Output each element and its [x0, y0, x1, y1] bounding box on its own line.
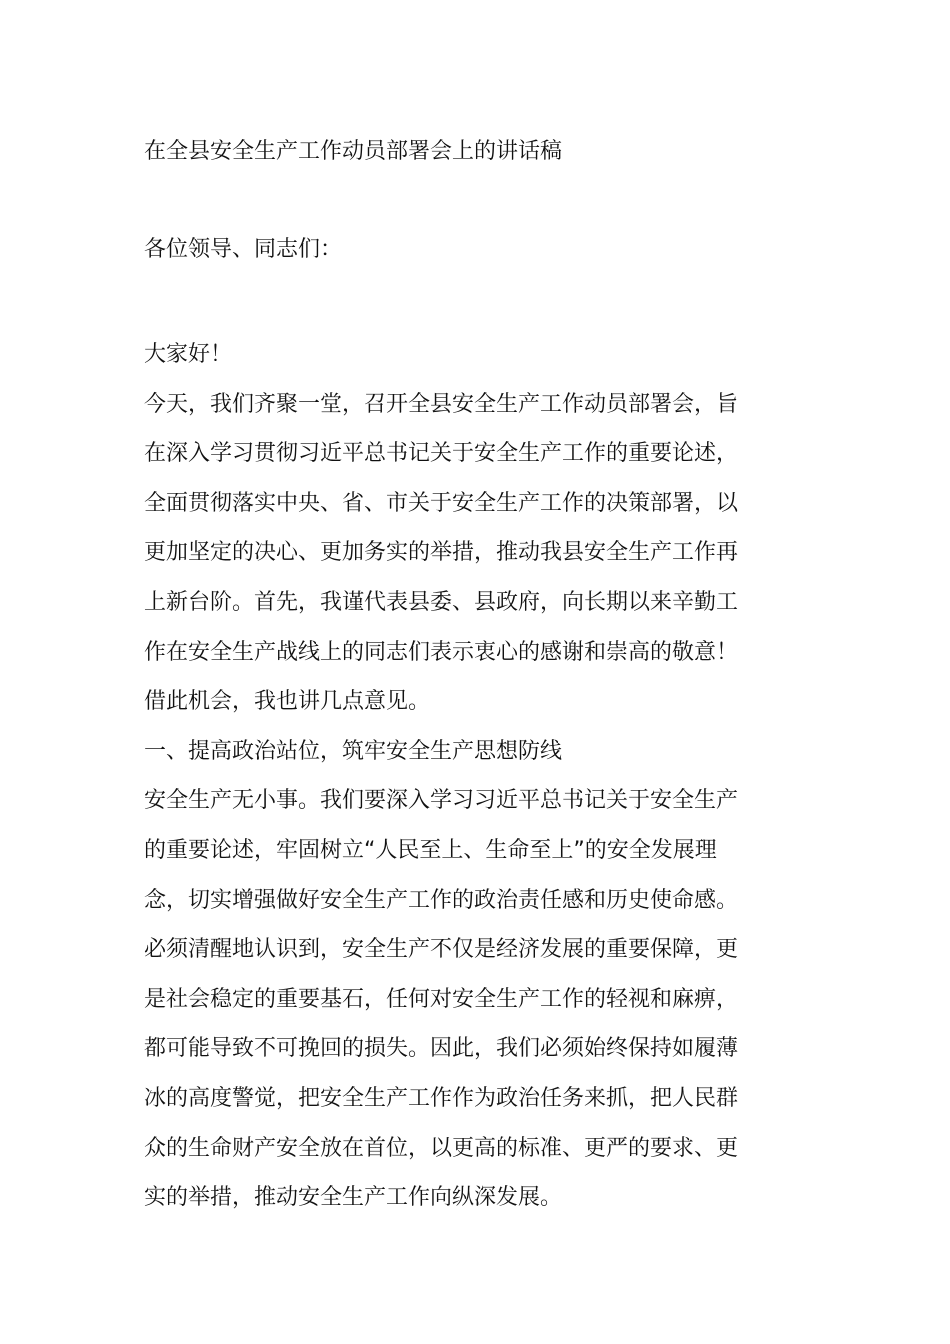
text-line: 大家好！	[144, 342, 233, 367]
text-line: 的重要论述，牢固树立“人民至上、生命至上”的安全发展理	[144, 837, 717, 863]
text-line: 念，切实增强做好安全生产工作的政治责任感和历史使命感。	[144, 887, 739, 913]
text-line: 众的生命财产安全放在首位，以更高的标准、更严的要求、更	[144, 1135, 739, 1161]
text-line: 上新台阶。首先，我谨代表县委、县政府，向长期以来辛勤工	[144, 589, 739, 615]
text-line: 冰的高度警觉，把安全生产工作作为政治任务来抓，把人民群	[144, 1085, 739, 1111]
text-line: 作在安全生产战线上的同志们表示衷心的感谢和崇高的敬意！	[144, 639, 739, 665]
text-line: 安全生产无小事。我们要深入学习习近平总书记关于安全生产	[144, 788, 739, 814]
section-heading: 一、提高政治站位，筑牢安全生产思想防线	[144, 738, 563, 764]
document-title: 在全县安全生产工作动员部署会上的讲话稿	[144, 139, 563, 164]
speech-body	[144, 330, 809, 1223]
text-line: 是社会稳定的重要基石，任何对安全生产工作的轻视和麻痹，	[144, 986, 739, 1012]
text-line: 借此机会，我也讲几点意见。	[144, 689, 431, 715]
text-line: 全面贯彻落实中央、省、市关于安全生产工作的决策部署，以	[144, 490, 739, 516]
text-line: 都可能导致不可挽回的损失。因此，我们必须始终保持如履薄	[144, 1036, 739, 1062]
text-line: 今天，我们齐聚一堂，召开全县安全生产工作动员部署会，旨	[144, 391, 739, 417]
salutation: 各位领导、同志们：	[144, 237, 343, 262]
text-line: 实的举措，推动安全生产工作向纵深发展。	[144, 1185, 563, 1211]
text-line: 必须清醒地认识到，安全生产不仅是经济发展的重要保障，更	[144, 937, 739, 963]
text-line: 在深入学习贯彻习近平总书记关于安全生产工作的重要论述，	[144, 441, 739, 467]
text-line: 更加坚定的决心、更加务实的举措，推动我县安全生产工作再	[144, 540, 739, 566]
